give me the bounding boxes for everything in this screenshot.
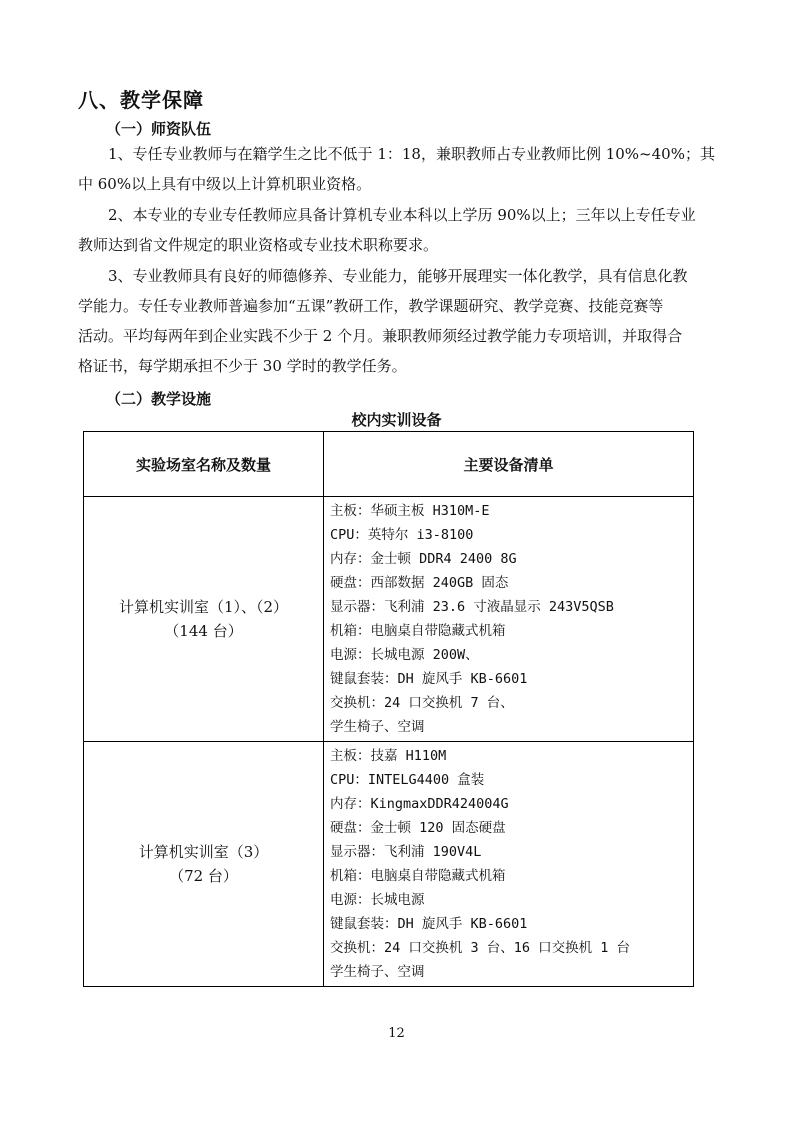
equipment-list	[324, 742, 694, 987]
header-room: 实验场室名称及数量	[84, 432, 324, 497]
equipment-item: 交换机：24 口交换机 7 台、	[330, 695, 514, 711]
equipment-item: 交换机：24 口交换机 3 台、16 口交换机 1 台	[330, 940, 631, 956]
paragraph-line: 3、专业教师具有良好的师德修养、专业能力，能够开展理实一体化教学，具有信息化教	[108, 267, 688, 285]
equipment-item: CPU：英特尔 i3-8100	[330, 527, 474, 543]
table-row	[84, 742, 694, 987]
equipment-item: 显示器：飞利浦 23.6 寸液晶显示 243V5QSB	[330, 599, 614, 615]
room-cell	[84, 497, 324, 742]
paragraph-line: 格证书，每学期承担不少于 30 学时的教学任务。	[78, 357, 407, 375]
room-count: （144 台）	[164, 622, 243, 640]
equipment-item: 机箱：电脑桌自带隐藏式机箱	[330, 868, 506, 884]
paragraph-line: 2、本专业的专业专任教师应具备计算机专业本科以上学历 90%以上；三年以上专任专业	[108, 206, 696, 224]
room-count: （72 台）	[169, 867, 238, 885]
equipment-item: 硬盘：西部数据 240GB 固态	[330, 575, 509, 591]
paragraph-line: 中 60%以上具有中级以上计算机职业资格。	[78, 175, 372, 193]
equipment-item: 内存：KingmaxDDR424004G	[330, 796, 509, 812]
equipment-item: 主板：技嘉 H110M	[330, 748, 447, 764]
equipment-item: 显示器：飞利浦 190V4L	[330, 844, 482, 860]
equipment-item: 硬盘：金士顿 120 固态硬盘	[330, 820, 506, 836]
equipment-item: 机箱：电脑桌自带隐藏式机箱	[330, 623, 506, 639]
table-header-row	[84, 432, 694, 497]
subsection-heading-facilities: （二）教学设施	[106, 390, 212, 408]
equipment-item: 键鼠套装：DH 旋风手 KB-6601	[330, 916, 528, 932]
paragraph-line: 教师达到省文件规定的职业资格或专业技术职称要求。	[78, 236, 439, 254]
equipment-item: 电源：长城电源 200W、	[330, 647, 479, 663]
paragraph-2	[78, 200, 718, 260]
table-caption: 校内实训设备	[351, 411, 442, 429]
room-name: 计算机实训室（1）、（2）	[118, 598, 289, 616]
header-equipment: 主要设备清单	[324, 432, 694, 497]
room-name: 计算机实训室（3）	[138, 843, 269, 861]
equipment-table	[83, 431, 694, 987]
equipment-item: CPU：INTELG4400 盒装	[330, 772, 485, 788]
equipment-item: 学生椅子、空调	[330, 719, 425, 735]
paragraph-line: 活动。平均每两年到企业实践不少于 2 个月。兼职教师须经过教学能力专项培训，并取得合	[78, 327, 683, 345]
room-cell	[84, 742, 324, 987]
equipment-item: 电源：长城电源	[330, 892, 425, 908]
subsection-heading-faculty: （一）师资队伍	[106, 120, 212, 138]
paragraph-1	[78, 139, 718, 199]
equipment-list	[324, 497, 694, 742]
page-number: 12	[388, 1026, 405, 1041]
paragraph-3	[78, 261, 718, 381]
table-row	[84, 497, 694, 742]
paragraph-line: 1、专任专业教师与在籍学生之比不低于 1：18，兼职教师占专业教师比例 10%~40%；其	[108, 145, 715, 163]
equipment-item: 主板：华硕主板 H310M-E	[330, 503, 490, 519]
paragraph-line: 学能力。专任专业教师普遍参加“五课”教研工作，教学课题研究、教学竞赛、技能竞赛等	[78, 297, 664, 315]
equipment-item: 键鼠套装：DH 旋风手 KB-6601	[330, 671, 528, 687]
equipment-item: 学生椅子、空调	[330, 964, 425, 980]
section-heading: 八、教学保障	[78, 88, 204, 112]
equipment-item: 内存：金士顿 DDR4 2400 8G	[330, 551, 517, 567]
